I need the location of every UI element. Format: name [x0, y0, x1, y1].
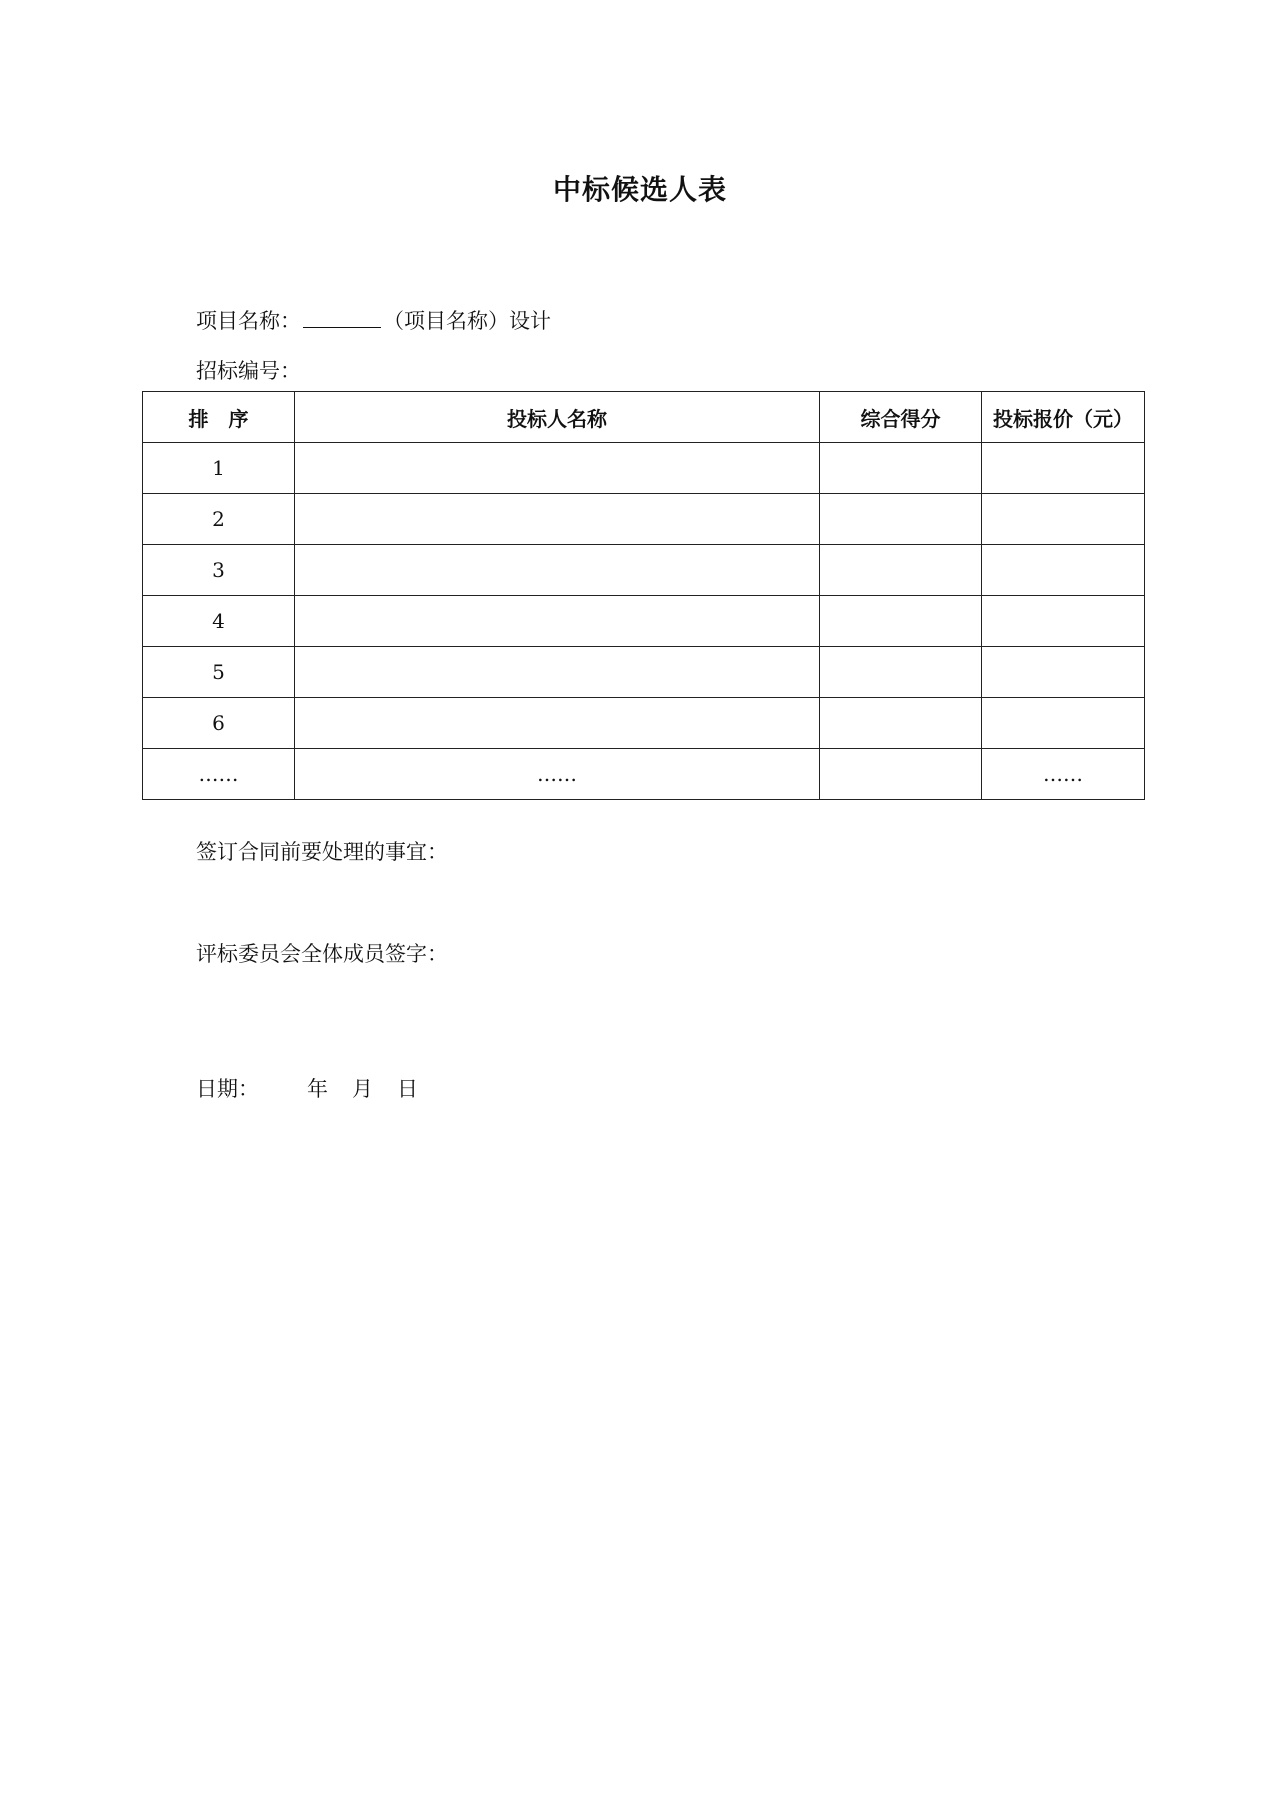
bid-price-cell — [982, 494, 1145, 545]
rank-cell: 2 — [143, 494, 295, 545]
score-cell — [820, 494, 982, 545]
rank-cell: 5 — [143, 647, 295, 698]
bid-number-line — [196, 357, 301, 385]
header-rank: 排 序 — [143, 392, 295, 443]
pre-contract-matters-label: 签订合同前要处理的事宜： — [196, 840, 448, 864]
bid-price-cell: …… — [982, 749, 1145, 800]
table-row — [143, 443, 1145, 494]
bid-price-cell — [982, 698, 1145, 749]
bidder-name-cell — [295, 647, 820, 698]
rank-cell: …… — [143, 749, 295, 800]
bidder-name-cell — [295, 494, 820, 545]
header-bidder-name: 投标人名称 — [295, 392, 820, 443]
table-row — [143, 596, 1145, 647]
score-cell — [820, 545, 982, 596]
bidder-name-cell — [295, 545, 820, 596]
rank-cell: 1 — [143, 443, 295, 494]
project-name-suffix: （项目名称）设计 — [383, 309, 551, 333]
table-header-row — [143, 392, 1145, 443]
table-row — [143, 698, 1145, 749]
project-name-label: 项目名称： — [196, 309, 301, 333]
bidder-name-cell — [295, 698, 820, 749]
date-line — [196, 1075, 418, 1103]
table-row — [143, 647, 1145, 698]
rank-cell: 3 — [143, 545, 295, 596]
bid-number-label: 招标编号： — [196, 359, 301, 383]
rank-cell: 6 — [143, 698, 295, 749]
date-label: 日期： — [196, 1077, 259, 1101]
page-title: 中标候选人表 — [552, 173, 727, 206]
project-name-line — [196, 307, 551, 335]
date-month-label: 月 — [352, 1077, 373, 1101]
header-bid-price: 投标报价（元） — [982, 392, 1145, 443]
date-year-label: 年 — [307, 1077, 328, 1101]
score-cell — [820, 749, 982, 800]
candidate-table — [142, 391, 1145, 800]
bid-price-cell — [982, 647, 1145, 698]
bidder-name-cell — [295, 596, 820, 647]
project-name-blank — [303, 307, 381, 328]
score-cell — [820, 596, 982, 647]
score-cell — [820, 698, 982, 749]
rank-cell: 4 — [143, 596, 295, 647]
table-row — [143, 749, 1145, 800]
table-row — [143, 494, 1145, 545]
header-score: 综合得分 — [820, 392, 982, 443]
bid-price-cell — [982, 545, 1145, 596]
score-cell — [820, 443, 982, 494]
bid-price-cell — [982, 443, 1145, 494]
score-cell — [820, 647, 982, 698]
bidder-name-cell: …… — [295, 749, 820, 800]
table-row — [143, 545, 1145, 596]
bid-price-cell — [982, 596, 1145, 647]
date-day-label: 日 — [397, 1077, 418, 1101]
bidder-name-cell — [295, 443, 820, 494]
committee-signature-label: 评标委员会全体成员签字： — [196, 942, 448, 966]
